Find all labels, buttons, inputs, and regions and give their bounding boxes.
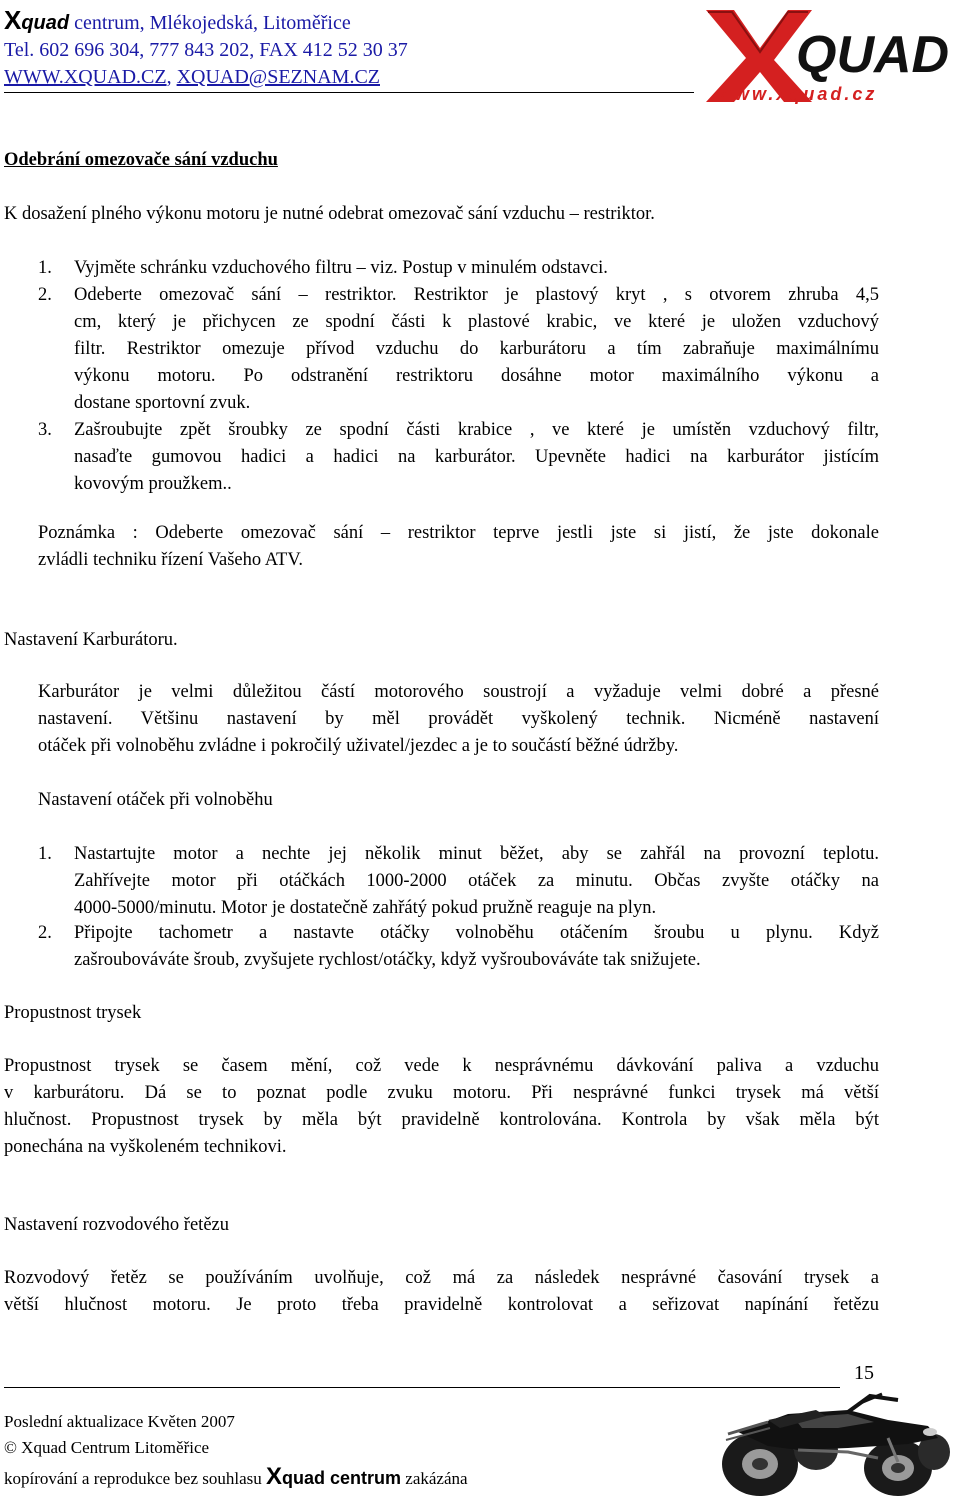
list-number: 2. — [38, 285, 52, 305]
paragraph-line: v karburátoru. Dá se to poznat podle zvuku motoru. Při nesprávné funkci trysek má větší — [4, 1083, 879, 1103]
header-phone-line: Tel. 602 696 304, 777 843 202, FAX 412 52 30 37 — [4, 39, 408, 61]
paragraph-line: Propustnost trysek se časem mění, což vede k nesprávnému dávkování paliva a vzduchu — [4, 1056, 879, 1076]
list-number: 1. — [38, 258, 52, 278]
list-item-line: výkonu motoru. Po odstranění restriktoru dosáhne motor maximálního výkonu a — [74, 366, 879, 386]
list-item-line: Odeberte omezovač sání – restriktor. Restriktor je plastový kryt , s otvorem zhruba 4,5 — [74, 285, 879, 305]
note-line: Poznámka : Odeberte omezovač sání – restriktor teprve jestli jste si jistí, že jste dokonale — [38, 523, 879, 543]
copy-brand: quad centrum — [282, 1468, 402, 1488]
section-heading-intake: Odebrání omezovače sání vzduchu — [4, 150, 278, 170]
list-item-line: Zahřívejte motor při otáčkách 1000-2000 otáček za minutu. Občas zvyšte otáčky na — [74, 871, 879, 891]
footer-copy-notice — [4, 1465, 468, 1491]
section-heading-jets: Propustnost trysek — [4, 1003, 142, 1023]
paragraph-line: nastavení. Většinu nastavení by měl provádět vyškolený technik. Nicméně nastavení — [38, 709, 879, 729]
sub-heading-idle: Nastavení otáček při volnoběhu — [38, 790, 273, 810]
paragraph-line: otáček při volnoběhu zvládne i pokročilý uživatel/jezdec a je to součástí běžné údržby. — [38, 736, 679, 756]
intro-text: K dosažení plného výkonu motoru je nutné odebrat omezovač sání vzduchu – restriktor. — [4, 204, 655, 224]
list-item-line: Vyjměte schránku vzduchového filtru – viz. Postup v minulém odstavci. — [74, 258, 608, 278]
paragraph-line: Rozvodový řetěz se používáním uvolňuje, což má za následek nesprávné časování trysek a — [4, 1268, 879, 1288]
email-link[interactable]: XQUAD@SEZNAM.CZ — [176, 66, 380, 88]
paragraph-line: ponechána na vyškoleném technikovi. — [4, 1137, 287, 1157]
list-item-line: Nastartujte motor a nechte jej několik minut běžet, aby se zahřál na provozní teplotu. — [74, 844, 879, 864]
logo-quad-text: QUAD — [796, 26, 950, 84]
paragraph-line: hlučnost. Propustnost trysek by měla být pravidelně kontrolována. Kontrola by však měla být — [4, 1110, 879, 1130]
list-item-line: cm, který je přichycen ze spodní části k plastové krabic, ve které je uložen vzduchový — [74, 312, 879, 332]
section-heading-timing-chain: Nastavení rozvodového řetězu — [4, 1215, 229, 1235]
xquad-logo — [700, 2, 956, 104]
list-item-line: kovovým proužkem.. — [74, 474, 232, 494]
list-item-line: nasaďte gumovou hadici a hadici na karburátor. Upevněte hadici na karburátor jistícím — [74, 447, 879, 467]
list-item-line: zašroubováváte šroub, zvyšujete rychlost/otáčky, když vyšroubováváte tak snižujete. — [74, 950, 701, 970]
list-item-line: Zašroubujte zpět šroubky ze spodní části krabice , ve které je umístěn vzduchový filtr, — [74, 420, 879, 440]
page-number: 15 — [854, 1362, 874, 1384]
list-number: 2. — [38, 923, 52, 943]
website-link[interactable]: WWW.XQUAD.CZ — [4, 66, 167, 88]
brand-word: quad — [21, 12, 70, 34]
header-address-line — [4, 6, 351, 37]
footer-update: Poslední aktualizace Květen 2007 — [4, 1412, 235, 1431]
copy-prefix: kopírování a reprodukce bez souhlasu — [4, 1469, 266, 1488]
footer-divider — [4, 1387, 840, 1388]
list-item-line: dostane sportovní zvuk. — [74, 393, 251, 413]
copy-suffix: zakázána — [401, 1469, 468, 1488]
paragraph-line: větší hlučnost motoru. Je proto třeba pravidelně kontrolovat a seřizovat napínání řetězu — [4, 1295, 879, 1315]
list-number: 3. — [38, 420, 52, 440]
list-number: 1. — [38, 844, 52, 864]
list-item-line: 4000-5000/minutu. Motor je dostatečně zahřátý pokud pružně reaguje na plyn. — [74, 898, 657, 918]
note-line: zvládli techniku řízení Vašeho ATV. — [38, 550, 303, 570]
atv-illustration — [698, 1392, 952, 1498]
header-divider — [4, 92, 694, 93]
paragraph-line: Karburátor je velmi důležitou částí motorového soustrojí a vyžaduje velmi dobré a přesné — [38, 682, 879, 702]
list-item-line: Připojte tachometr a nastavte otáčky volnoběhu otáčením šroubu u plynu. Když — [74, 923, 879, 943]
section-heading-carburetor: Nastavení Karburátoru. — [4, 630, 178, 650]
logo-url-text: www.xquad.cz — [718, 84, 878, 104]
separator: , — [166, 66, 177, 88]
brand-x: X — [4, 5, 22, 35]
header-address: centrum, Mlékojedská, Litoměřice — [69, 12, 351, 34]
footer-copyright: © Xquad Centrum Litoměřice — [4, 1438, 210, 1457]
copy-brand-x: X — [266, 1463, 283, 1490]
header-web-line — [4, 63, 380, 91]
list-item-line: filtr. Restriktor omezuje přívod vzduchu do karburátoru a tím zabraňuje maximálnímu — [74, 339, 879, 359]
